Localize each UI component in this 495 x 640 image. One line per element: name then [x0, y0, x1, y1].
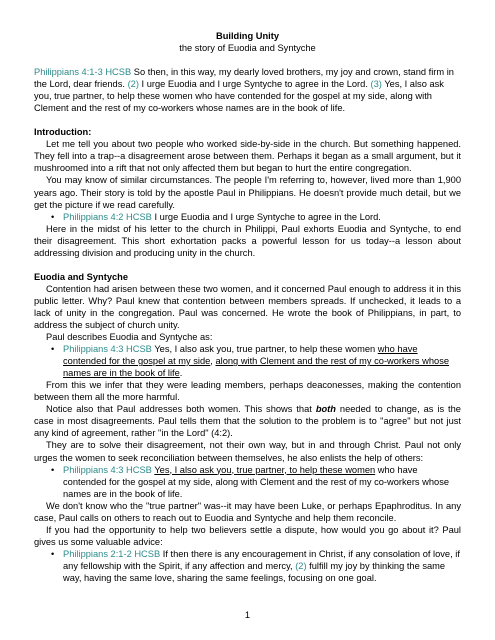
paragraph: Contention had arisen between these two women, and it concerned Paul enough to address it in this public letter. Why? Paul knew that contention between members spreads. If unchecked, it leads to a lack of unity in the congregation. Paul was concerned. He wrote the book of Philippians, in part, to address the subject of church unity. — [34, 283, 461, 330]
section-heading-introduction: Introduction: — [34, 127, 92, 138]
paragraph: Here in the midst of his letter to the church in Philippi, Paul exhorts Euodia and Syntyche, to end their disagreement. This short exhortation packs a powerful lesson for us today--a lesson about addressing division and producing unity in the church. — [34, 223, 461, 258]
page-number: 1 — [244, 610, 251, 620]
verse-text: I urge Euodia and I urge Syntyche to agree in the Lord. — [154, 211, 381, 222]
verse-text: I urge Euodia and I urge Syntyche to agree in the Lord. — [141, 79, 368, 90]
paragraph: Paul describes Euodia and Syntyche as: — [46, 332, 213, 343]
underlined-phrase: who have contended for the gospel at my side — [63, 344, 418, 367]
paragraph: We don't know who the "true partner" was--it may have been Luke, or perhaps Epaphroditus. In any case, Paul calls on others to reach out to Euodia and Syntyche and help them reconcile. — [34, 500, 461, 523]
verse-number: (2) — [295, 560, 307, 571]
underlined-phrase: along with Clement and the rest of my co-workers whose names are in the book of life — [63, 356, 450, 379]
bullet-icon: • — [51, 464, 55, 475]
verse-text: Yes, I also ask you, true partner, to help these women — [154, 344, 376, 355]
scripture-reference: Philippians 4:3 HCSB — [63, 464, 152, 475]
bullet-icon: • — [51, 344, 55, 355]
intro-passage — [34, 66, 461, 114]
paragraph: If you had the opportunity to help two believers settle a dispute, how would you go about it? Paul gives us some valuable advice: — [34, 524, 461, 547]
scripture-reference: Philippians 4:2 HCSB — [63, 211, 152, 222]
paragraph — [34, 403, 461, 439]
document-subtitle: the story of Euodia and Syntyche — [179, 43, 316, 54]
scripture-reference: Philippians 2:1-2 HCSB — [63, 548, 161, 559]
document-body — [34, 30, 461, 584]
punctuation: . — [179, 368, 183, 379]
text-run: needed to change, as is the case in most disagreements. Paul tells them that the solution to the problem is to "agree" but not just any kind of agreement, rather "in the Lord" (4:2). — [34, 404, 461, 439]
punctuation: , — [210, 356, 213, 367]
document-title: Building Unity — [215, 31, 279, 41]
underlined-phrase: Yes, I also ask you, true partner, to help these women — [154, 464, 376, 475]
bullet-icon: • — [51, 211, 55, 222]
verse-number: (2) — [127, 79, 139, 90]
scripture-bullet — [34, 343, 461, 379]
verse-text: fulfill my joy by thinking the same way, having the same love, sharing the same feelings, focusing on one goal. — [63, 560, 446, 583]
verse-text: If then there is any encouragement in Christ, if any consolation of love, if any fellowship with the Spirit, if any affection and mercy, — [63, 548, 460, 571]
verse-text: who have contended for the gospel at my side, along with Clement and the rest of my co-workers whose names are in the book of life. — [63, 464, 450, 499]
paragraph: You may know of similar circumstances. The people I'm referring to, however, lived more than 1,900 years ago. Their story is told by the apostle Paul in Philippians. He doesn't provide much detail, but we get the picture if we read carefully. — [34, 175, 461, 210]
bullet-icon: • — [51, 548, 55, 559]
verse-text: So then, in this way, my dearly loved brothers, my joy and crown, stand firm in the Lord, dear friends. — [34, 67, 454, 90]
emphasis: both — [315, 404, 336, 415]
scripture-bullet — [34, 211, 461, 223]
verse-text: Yes, I also ask you, true partner, to help these women who have contended for the gospel at my side, along with Clement and the rest of my co-workers whose names are in the book of life. — [34, 79, 444, 114]
paragraph: From this we infer that they were leading members, perhaps deaconesses, making the contention between them all the more harmful. — [34, 380, 461, 403]
paragraph: They are to solve their disagreement, not their own way, but in and through Christ. Paul not only urges the women to seek reconciliation between themselves, he also enlists the help of others: — [34, 440, 461, 463]
text-run: Notice also that Paul addresses both women. This shows that — [46, 404, 312, 415]
section-heading-euodia-syntyche: Euodia and Syntyche — [34, 271, 129, 282]
verse-number: (3) — [370, 79, 382, 90]
scripture-reference: Philippians 4:1-3 HCSB — [34, 67, 132, 78]
scripture-reference: Philippians 4:3 HCSB — [63, 344, 152, 355]
paragraph: Let me tell you about two people who worked side-by-side in the church. But something happened. They fell into a trap--a disagreement arose between them. Perhaps it began as a small argument, but it mushroomed into a rift that not only affected them but began to hurt the entire congregation. — [34, 139, 461, 174]
scripture-bullet — [34, 464, 461, 500]
scripture-bullet — [34, 548, 461, 584]
